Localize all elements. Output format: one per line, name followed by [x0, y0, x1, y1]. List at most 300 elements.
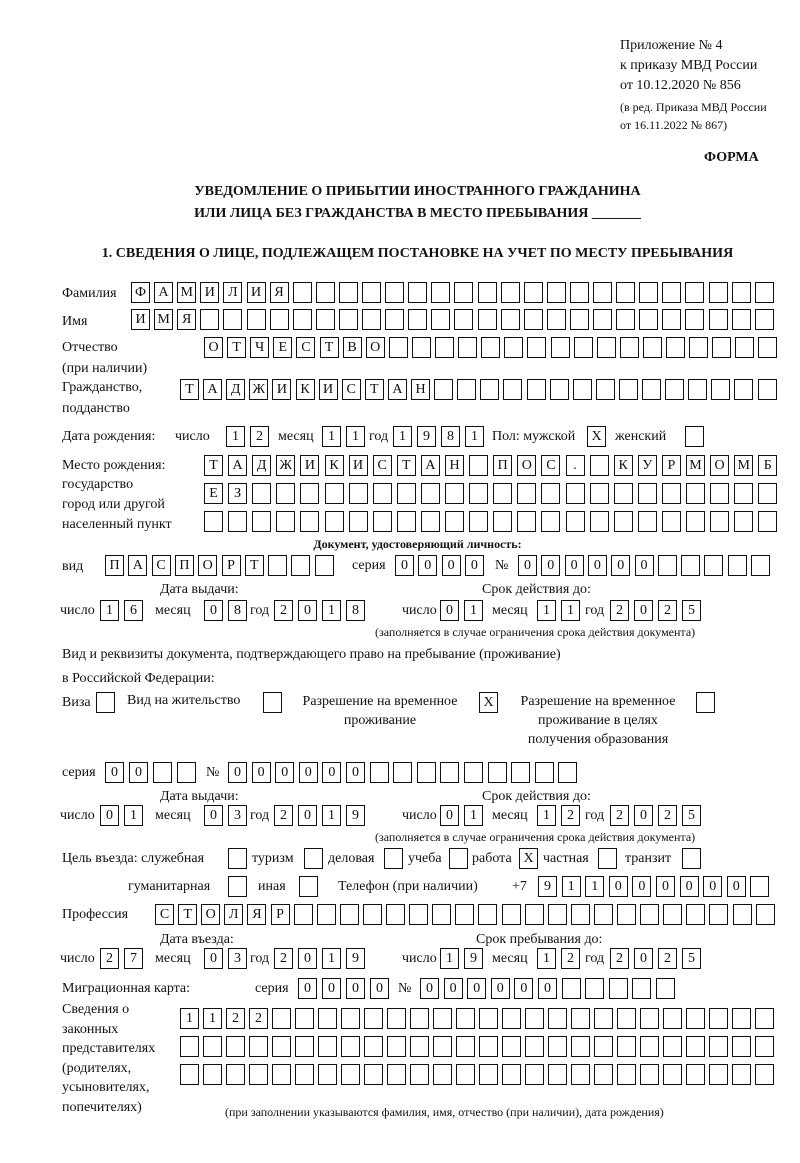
profession-value-cell[interactable] — [733, 904, 752, 925]
person-birthplace-2-cell[interactable] — [566, 483, 585, 504]
id-doc-kind-cell[interactable]: Т — [245, 555, 264, 576]
entry-stay-day-cell[interactable]: 9 — [464, 948, 483, 969]
stay-doc-issue-month-cell[interactable]: 0 — [204, 805, 223, 826]
person-citizenship-cell[interactable]: И — [272, 379, 291, 400]
migration-card-number-cell[interactable] — [585, 978, 604, 999]
representatives-row-2-cell[interactable] — [456, 1036, 475, 1057]
stay-doc-temp-cell[interactable]: X — [479, 692, 498, 713]
id-doc-issue-day-cell[interactable]: 6 — [124, 600, 143, 621]
representatives-row-3-cell[interactable] — [548, 1064, 567, 1085]
person-birthplace-2-cell[interactable] — [734, 483, 753, 504]
person-surname-cell[interactable] — [454, 282, 473, 303]
purpose-other-cell[interactable] — [299, 876, 318, 897]
person-birthplace-1-cell[interactable]: Р — [662, 455, 681, 476]
person-birthplace-1-cell[interactable]: О — [710, 455, 729, 476]
migration-card-number-cell[interactable] — [656, 978, 675, 999]
purpose-private-cell[interactable] — [598, 848, 617, 869]
id-doc-valid-day-cell[interactable]: 1 — [464, 600, 483, 621]
person-name-cell[interactable]: М — [154, 309, 173, 330]
person-name-cell[interactable] — [408, 309, 427, 330]
stay-doc-valid-year-cell[interactable]: 2 — [610, 805, 629, 826]
phone-value-cell[interactable] — [750, 876, 769, 897]
person-surname-cell[interactable] — [293, 282, 312, 303]
representatives-row-2-cell[interactable] — [640, 1036, 659, 1057]
representatives-row-3-cell[interactable] — [410, 1064, 429, 1085]
person-patronymic-cell[interactable] — [758, 337, 777, 358]
profession-value-cell[interactable] — [409, 904, 428, 925]
profession-value-cell[interactable] — [294, 904, 313, 925]
person-patronymic-cell[interactable] — [620, 337, 639, 358]
person-male-cell[interactable]: X — [587, 426, 606, 447]
representatives-row-2-cell[interactable] — [318, 1036, 337, 1057]
representatives-row-2-cell[interactable] — [686, 1036, 705, 1057]
id-doc-kind-cell[interactable] — [291, 555, 310, 576]
person-name-cell[interactable] — [709, 309, 728, 330]
person-birthplace-3-cell[interactable] — [445, 511, 464, 532]
person-surname-cell[interactable] — [570, 282, 589, 303]
profession-value-cell[interactable] — [340, 904, 359, 925]
representatives-row-3-cell[interactable] — [249, 1064, 268, 1085]
person-birthplace-1-cell[interactable]: Т — [204, 455, 223, 476]
person-birthplace-2-cell[interactable] — [421, 483, 440, 504]
person-patronymic-cell[interactable] — [458, 337, 477, 358]
id-doc-number-cell[interactable] — [658, 555, 677, 576]
representatives-row-3-cell[interactable] — [341, 1064, 360, 1085]
stay-doc-valid-year-cell[interactable]: 0 — [634, 805, 653, 826]
stay-doc-residence-cell[interactable] — [263, 692, 282, 713]
representatives-row-2-cell[interactable] — [226, 1036, 245, 1057]
representatives-row-1-cell[interactable]: 1 — [180, 1008, 199, 1029]
person-name-cell[interactable] — [385, 309, 404, 330]
representatives-row-1-cell[interactable] — [479, 1008, 498, 1029]
person-patronymic-cell[interactable] — [551, 337, 570, 358]
person-birthplace-1-cell[interactable]: А — [228, 455, 247, 476]
migration-card-number-cell[interactable] — [609, 978, 628, 999]
stay-doc-series-cell[interactable]: 0 — [129, 762, 148, 783]
person-citizenship-cell[interactable]: Т — [180, 379, 199, 400]
migration-card-series-cell[interactable]: 0 — [298, 978, 317, 999]
person-birthplace-2-cell[interactable] — [373, 483, 392, 504]
stay-doc-number-cell[interactable]: 0 — [346, 762, 365, 783]
id-doc-issue-day-cell[interactable]: 1 — [100, 600, 119, 621]
person-birthplace-3-cell[interactable] — [252, 511, 271, 532]
representatives-row-2-cell[interactable] — [364, 1036, 383, 1057]
representatives-row-1-cell[interactable] — [387, 1008, 406, 1029]
representatives-row-1-cell[interactable] — [640, 1008, 659, 1029]
person-patronymic-cell[interactable]: С — [296, 337, 315, 358]
person-birthplace-2-cell[interactable] — [662, 483, 681, 504]
stay-doc-number-cell[interactable]: 0 — [299, 762, 318, 783]
person-surname-cell[interactable] — [316, 282, 335, 303]
stay-doc-number-cell[interactable] — [558, 762, 577, 783]
representatives-row-2-cell[interactable] — [755, 1036, 774, 1057]
person-name-cell[interactable] — [478, 309, 497, 330]
person-birthplace-3-cell[interactable] — [397, 511, 416, 532]
phone-value-cell[interactable]: 1 — [562, 876, 581, 897]
purpose-work-cell[interactable]: X — [519, 848, 538, 869]
entry-stay-day-cell[interactable]: 1 — [440, 948, 459, 969]
profession-value-cell[interactable]: Л — [224, 904, 243, 925]
person-birthplace-2-cell[interactable] — [614, 483, 633, 504]
profession-value-cell[interactable] — [571, 904, 590, 925]
migration-card-number-cell[interactable]: 0 — [538, 978, 557, 999]
representatives-row-2-cell[interactable] — [594, 1036, 613, 1057]
person-birthplace-1-cell[interactable]: И — [300, 455, 319, 476]
representatives-row-3-cell[interactable] — [433, 1064, 452, 1085]
person-birthplace-3-cell[interactable] — [638, 511, 657, 532]
person-birthplace-1-cell[interactable]: С — [541, 455, 560, 476]
person-citizenship-cell[interactable]: Т — [365, 379, 384, 400]
representatives-row-3-cell[interactable] — [180, 1064, 199, 1085]
person-surname-cell[interactable] — [408, 282, 427, 303]
person-birth-year-cell[interactable]: 1 — [465, 426, 484, 447]
id-doc-valid-year-cell[interactable]: 2 — [610, 600, 629, 621]
representatives-row-1-cell[interactable] — [732, 1008, 751, 1029]
stay-doc-number-cell[interactable] — [535, 762, 554, 783]
representatives-row-3-cell[interactable] — [571, 1064, 590, 1085]
profession-value-cell[interactable] — [640, 904, 659, 925]
person-citizenship-cell[interactable] — [665, 379, 684, 400]
stay-doc-series-cell[interactable] — [153, 762, 172, 783]
migration-card-number-cell[interactable]: 0 — [514, 978, 533, 999]
person-patronymic-cell[interactable] — [712, 337, 731, 358]
person-surname-cell[interactable]: И — [200, 282, 219, 303]
person-citizenship-cell[interactable]: И — [319, 379, 338, 400]
person-birthplace-3-cell[interactable] — [541, 511, 560, 532]
entry-entry-month-cell[interactable]: 3 — [228, 948, 247, 969]
person-birthplace-3-cell[interactable] — [758, 511, 777, 532]
representatives-row-2-cell[interactable] — [548, 1036, 567, 1057]
representatives-row-3-cell[interactable] — [272, 1064, 291, 1085]
id-doc-issue-year-cell[interactable]: 1 — [322, 600, 341, 621]
person-citizenship-cell[interactable] — [758, 379, 777, 400]
migration-card-number-cell[interactable]: 0 — [420, 978, 439, 999]
stay-doc-series-cell[interactable] — [177, 762, 196, 783]
person-birth-day-cell[interactable]: 2 — [250, 426, 269, 447]
id-doc-number-cell[interactable] — [681, 555, 700, 576]
person-patronymic-cell[interactable]: О — [366, 337, 385, 358]
person-birthplace-2-cell[interactable] — [325, 483, 344, 504]
person-birthplace-3-cell[interactable] — [566, 511, 585, 532]
profession-value-cell[interactable]: С — [155, 904, 174, 925]
person-citizenship-cell[interactable] — [619, 379, 638, 400]
person-citizenship-cell[interactable]: Д — [226, 379, 245, 400]
profession-value-cell[interactable] — [455, 904, 474, 925]
representatives-row-3-cell[interactable] — [709, 1064, 728, 1085]
id-doc-series-cell[interactable]: 0 — [442, 555, 461, 576]
representatives-row-2-cell[interactable] — [479, 1036, 498, 1057]
id-doc-valid-year-cell[interactable]: 2 — [658, 600, 677, 621]
representatives-row-2-cell[interactable] — [249, 1036, 268, 1057]
stay-doc-number-cell[interactable] — [393, 762, 412, 783]
person-birthplace-2-cell[interactable] — [397, 483, 416, 504]
person-patronymic-cell[interactable]: Ч — [250, 337, 269, 358]
person-name-cell[interactable] — [247, 309, 266, 330]
profession-value-cell[interactable] — [686, 904, 705, 925]
person-name-cell[interactable] — [685, 309, 704, 330]
person-surname-cell[interactable] — [732, 282, 751, 303]
representatives-row-3-cell[interactable] — [663, 1064, 682, 1085]
person-birthplace-2-cell[interactable] — [252, 483, 271, 504]
person-birthplace-1-cell[interactable]: У — [638, 455, 657, 476]
stay-doc-number-cell[interactable]: 0 — [322, 762, 341, 783]
person-birthplace-2-cell[interactable] — [349, 483, 368, 504]
id-doc-kind-cell[interactable]: П — [105, 555, 124, 576]
migration-card-number-cell[interactable]: 0 — [491, 978, 510, 999]
person-name-cell[interactable] — [270, 309, 289, 330]
person-birthplace-2-cell[interactable] — [300, 483, 319, 504]
entry-stay-year-cell[interactable]: 2 — [658, 948, 677, 969]
representatives-row-1-cell[interactable] — [571, 1008, 590, 1029]
person-surname-cell[interactable] — [593, 282, 612, 303]
person-name-cell[interactable] — [316, 309, 335, 330]
person-surname-cell[interactable]: Я — [270, 282, 289, 303]
person-citizenship-cell[interactable] — [596, 379, 615, 400]
person-birthplace-1-cell[interactable]: Т — [397, 455, 416, 476]
stay-doc-number-cell[interactable] — [370, 762, 389, 783]
person-birth-month-cell[interactable]: 1 — [346, 426, 365, 447]
person-birthplace-2-cell[interactable]: Е — [204, 483, 223, 504]
id-doc-valid-day-cell[interactable]: 0 — [440, 600, 459, 621]
representatives-row-2-cell[interactable] — [387, 1036, 406, 1057]
phone-value-cell[interactable]: 0 — [680, 876, 699, 897]
representatives-row-1-cell[interactable] — [295, 1008, 314, 1029]
stay-doc-issue-year-cell[interactable]: 0 — [298, 805, 317, 826]
person-patronymic-cell[interactable]: В — [343, 337, 362, 358]
id-doc-number-cell[interactable]: 0 — [518, 555, 537, 576]
person-birthplace-1-cell[interactable] — [469, 455, 488, 476]
person-citizenship-cell[interactable] — [527, 379, 546, 400]
person-patronymic-cell[interactable] — [504, 337, 523, 358]
person-name-cell[interactable] — [662, 309, 681, 330]
representatives-row-2-cell[interactable] — [502, 1036, 521, 1057]
entry-stay-year-cell[interactable]: 5 — [682, 948, 701, 969]
representatives-row-1-cell[interactable] — [594, 1008, 613, 1029]
person-birthplace-1-cell[interactable]: Н — [445, 455, 464, 476]
person-birthplace-3-cell[interactable] — [590, 511, 609, 532]
person-patronymic-cell[interactable] — [412, 337, 431, 358]
id-doc-issue-year-cell[interactable]: 8 — [346, 600, 365, 621]
person-name-cell[interactable] — [293, 309, 312, 330]
person-birthplace-3-cell[interactable] — [421, 511, 440, 532]
representatives-row-3-cell[interactable] — [387, 1064, 406, 1085]
representatives-row-1-cell[interactable] — [709, 1008, 728, 1029]
representatives-row-1-cell[interactable] — [502, 1008, 521, 1029]
representatives-row-3-cell[interactable] — [525, 1064, 544, 1085]
representatives-row-1-cell[interactable] — [272, 1008, 291, 1029]
representatives-row-3-cell[interactable] — [617, 1064, 636, 1085]
id-doc-issue-month-cell[interactable]: 0 — [204, 600, 223, 621]
entry-stay-month-cell[interactable]: 2 — [561, 948, 580, 969]
stay-doc-number-cell[interactable] — [417, 762, 436, 783]
person-citizenship-cell[interactable]: К — [296, 379, 315, 400]
id-doc-kind-cell[interactable]: С — [152, 555, 171, 576]
representatives-row-1-cell[interactable] — [364, 1008, 383, 1029]
person-surname-cell[interactable]: А — [154, 282, 173, 303]
entry-entry-year-cell[interactable]: 1 — [322, 948, 341, 969]
representatives-row-2-cell[interactable] — [663, 1036, 682, 1057]
person-citizenship-cell[interactable]: Н — [411, 379, 430, 400]
person-birthplace-1-cell[interactable]: К — [614, 455, 633, 476]
id-doc-number-cell[interactable]: 0 — [611, 555, 630, 576]
stay-doc-issue-year-cell[interactable]: 1 — [322, 805, 341, 826]
profession-value-cell[interactable] — [548, 904, 567, 925]
id-doc-valid-year-cell[interactable]: 0 — [634, 600, 653, 621]
id-doc-kind-cell[interactable] — [315, 555, 334, 576]
person-birthplace-1-cell[interactable] — [590, 455, 609, 476]
person-birthplace-1-cell[interactable]: П — [493, 455, 512, 476]
representatives-row-2-cell[interactable] — [272, 1036, 291, 1057]
person-birthplace-3-cell[interactable] — [710, 511, 729, 532]
person-citizenship-cell[interactable] — [550, 379, 569, 400]
person-surname-cell[interactable]: И — [247, 282, 266, 303]
person-citizenship-cell[interactable] — [434, 379, 453, 400]
person-surname-cell[interactable] — [755, 282, 774, 303]
stay-doc-number-cell[interactable] — [511, 762, 530, 783]
person-birthplace-2-cell[interactable] — [541, 483, 560, 504]
person-birthplace-2-cell[interactable] — [469, 483, 488, 504]
entry-entry-day-cell[interactable]: 7 — [124, 948, 143, 969]
person-patronymic-cell[interactable]: Т — [320, 337, 339, 358]
person-surname-cell[interactable] — [501, 282, 520, 303]
profession-value-cell[interactable] — [478, 904, 497, 925]
profession-value-cell[interactable]: Р — [271, 904, 290, 925]
person-patronymic-cell[interactable] — [597, 337, 616, 358]
person-surname-cell[interactable] — [547, 282, 566, 303]
representatives-row-3-cell[interactable] — [456, 1064, 475, 1085]
migration-card-series-cell[interactable]: 0 — [322, 978, 341, 999]
person-patronymic-cell[interactable] — [574, 337, 593, 358]
person-birth-year-cell[interactable]: 8 — [441, 426, 460, 447]
migration-card-number-cell[interactable] — [632, 978, 651, 999]
person-birthplace-1-cell[interactable]: Д — [252, 455, 271, 476]
stay-doc-number-cell[interactable] — [464, 762, 483, 783]
person-birth-year-cell[interactable]: 1 — [393, 426, 412, 447]
stay-doc-issue-month-cell[interactable]: 3 — [228, 805, 247, 826]
person-citizenship-cell[interactable] — [688, 379, 707, 400]
entry-entry-year-cell[interactable]: 0 — [298, 948, 317, 969]
representatives-row-3-cell[interactable] — [203, 1064, 222, 1085]
entry-stay-month-cell[interactable]: 1 — [537, 948, 556, 969]
person-surname-cell[interactable]: М — [177, 282, 196, 303]
person-birthplace-3-cell[interactable] — [469, 511, 488, 532]
stay-doc-issue-year-cell[interactable]: 9 — [346, 805, 365, 826]
person-birthplace-1-cell[interactable]: С — [373, 455, 392, 476]
phone-value-cell[interactable]: 0 — [727, 876, 746, 897]
representatives-row-2-cell[interactable] — [732, 1036, 751, 1057]
profession-value-cell[interactable] — [502, 904, 521, 925]
person-birthplace-3-cell[interactable] — [349, 511, 368, 532]
id-doc-kind-cell[interactable]: О — [198, 555, 217, 576]
person-name-cell[interactable] — [223, 309, 242, 330]
id-doc-number-cell[interactable]: 0 — [565, 555, 584, 576]
person-surname-cell[interactable] — [385, 282, 404, 303]
person-birthplace-1-cell[interactable]: О — [517, 455, 536, 476]
person-surname-cell[interactable] — [685, 282, 704, 303]
person-surname-cell[interactable] — [339, 282, 358, 303]
id-doc-kind-cell[interactable]: Р — [222, 555, 241, 576]
person-name-cell[interactable] — [616, 309, 635, 330]
person-birthplace-1-cell[interactable]: Б — [758, 455, 777, 476]
stay-doc-issue-day-cell[interactable]: 0 — [100, 805, 119, 826]
purpose-official-cell[interactable] — [228, 848, 247, 869]
purpose-business-cell[interactable] — [384, 848, 403, 869]
person-citizenship-cell[interactable]: А — [388, 379, 407, 400]
representatives-row-1-cell[interactable]: 2 — [226, 1008, 245, 1029]
person-birthplace-2-cell[interactable] — [276, 483, 295, 504]
person-birth-month-cell[interactable]: 1 — [322, 426, 341, 447]
person-birth-day-cell[interactable]: 1 — [226, 426, 245, 447]
id-doc-valid-year-cell[interactable]: 5 — [682, 600, 701, 621]
person-patronymic-cell[interactable] — [666, 337, 685, 358]
person-name-cell[interactable] — [570, 309, 589, 330]
migration-card-number-cell[interactable] — [562, 978, 581, 999]
person-birthplace-2-cell[interactable] — [445, 483, 464, 504]
purpose-humanitarian-cell[interactable] — [228, 876, 247, 897]
person-patronymic-cell[interactable] — [389, 337, 408, 358]
representatives-row-3-cell[interactable] — [755, 1064, 774, 1085]
id-doc-valid-month-cell[interactable]: 1 — [561, 600, 580, 621]
profession-value-cell[interactable] — [709, 904, 728, 925]
entry-entry-year-cell[interactable]: 9 — [346, 948, 365, 969]
profession-value-cell[interactable] — [617, 904, 636, 925]
profession-value-cell[interactable] — [432, 904, 451, 925]
id-doc-issue-month-cell[interactable]: 8 — [228, 600, 247, 621]
profession-value-cell[interactable]: О — [201, 904, 220, 925]
person-birthplace-1-cell[interactable]: . — [566, 455, 585, 476]
stay-doc-series-cell[interactable]: 0 — [105, 762, 124, 783]
person-citizenship-cell[interactable] — [711, 379, 730, 400]
person-name-cell[interactable] — [524, 309, 543, 330]
representatives-row-2-cell[interactable] — [203, 1036, 222, 1057]
person-citizenship-cell[interactable] — [642, 379, 661, 400]
person-name-cell[interactable] — [501, 309, 520, 330]
person-birthplace-3-cell[interactable] — [228, 511, 247, 532]
id-doc-number-cell[interactable]: 0 — [541, 555, 560, 576]
person-female-cell[interactable] — [685, 426, 704, 447]
profession-value-cell[interactable] — [525, 904, 544, 925]
person-citizenship-cell[interactable] — [734, 379, 753, 400]
id-doc-series-cell[interactable]: 0 — [465, 555, 484, 576]
person-name-cell[interactable] — [547, 309, 566, 330]
person-patronymic-cell[interactable] — [643, 337, 662, 358]
person-birth-year-cell[interactable]: 9 — [417, 426, 436, 447]
entry-entry-year-cell[interactable]: 2 — [274, 948, 293, 969]
representatives-row-1-cell[interactable] — [663, 1008, 682, 1029]
person-birthplace-3-cell[interactable] — [204, 511, 223, 532]
person-birthplace-2-cell[interactable] — [517, 483, 536, 504]
person-birthplace-2-cell[interactable] — [710, 483, 729, 504]
stay-doc-valid-day-cell[interactable]: 1 — [464, 805, 483, 826]
person-birthplace-1-cell[interactable]: М — [734, 455, 753, 476]
representatives-row-2-cell[interactable] — [295, 1036, 314, 1057]
stay-doc-edu-cell[interactable] — [696, 692, 715, 713]
person-birthplace-3-cell[interactable] — [686, 511, 705, 532]
person-patronymic-cell[interactable]: Т — [227, 337, 246, 358]
person-surname-cell[interactable] — [524, 282, 543, 303]
person-birthplace-3-cell[interactable] — [300, 511, 319, 532]
id-doc-series-cell[interactable]: 0 — [395, 555, 414, 576]
person-citizenship-cell[interactable]: А — [203, 379, 222, 400]
person-patronymic-cell[interactable] — [527, 337, 546, 358]
person-patronymic-cell[interactable]: Е — [273, 337, 292, 358]
person-name-cell[interactable] — [639, 309, 658, 330]
id-doc-number-cell[interactable]: 0 — [588, 555, 607, 576]
profession-value-cell[interactable] — [386, 904, 405, 925]
person-birthplace-3-cell[interactable] — [276, 511, 295, 532]
migration-card-series-cell[interactable]: 0 — [346, 978, 365, 999]
person-citizenship-cell[interactable]: Ж — [249, 379, 268, 400]
